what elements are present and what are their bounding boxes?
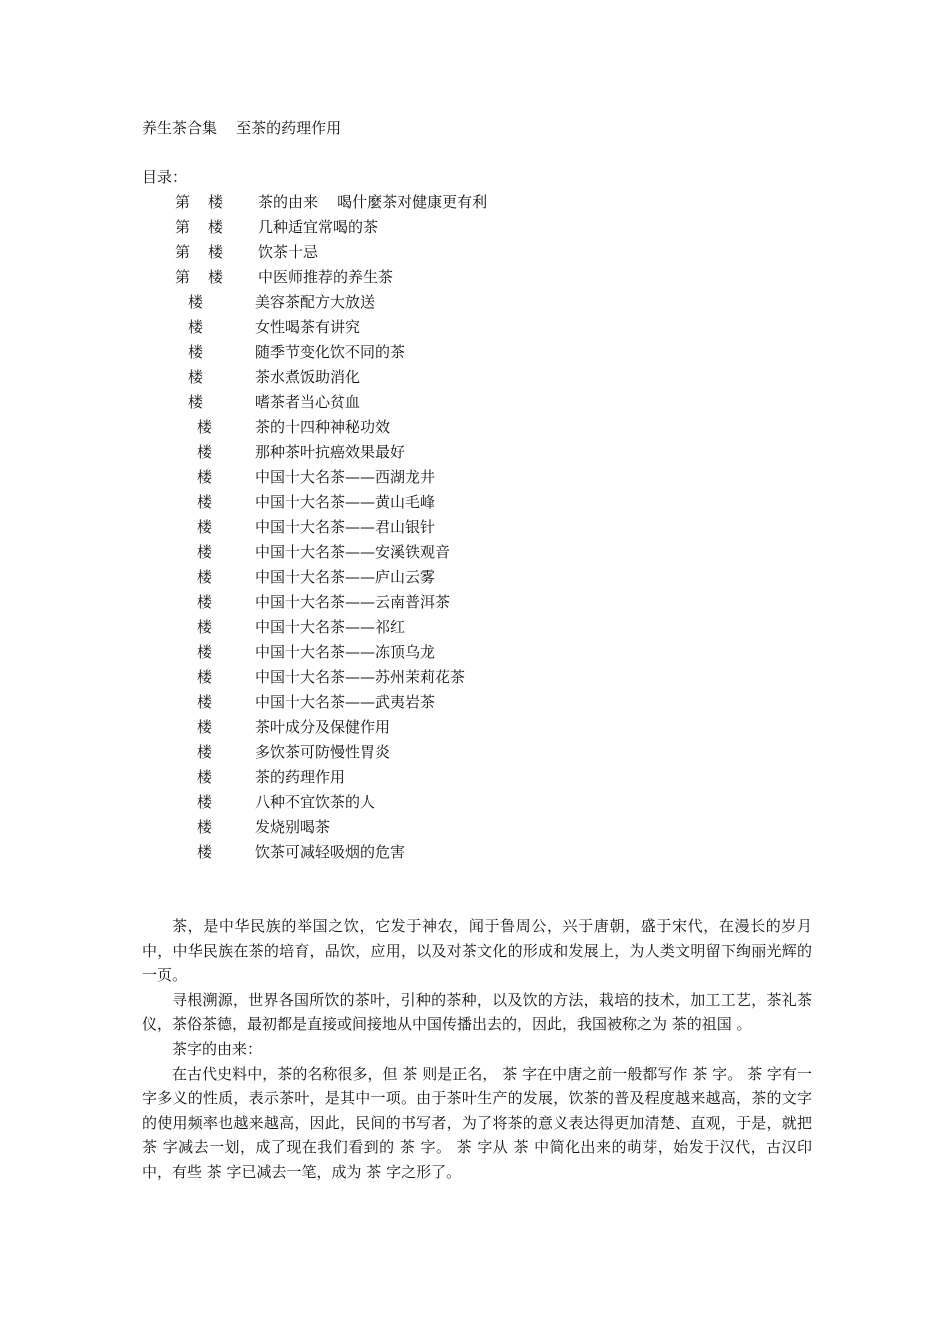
toc-item: [0, 367, 950, 392]
toc-item: [0, 217, 950, 242]
toc-item-title: 中国十大名茶——冻顶乌龙: [255, 643, 436, 661]
toc-item: [0, 642, 950, 667]
toc-item-title: 中国十大名茶——黄山毛峰: [255, 493, 436, 511]
toc-item-floor: 楼: [197, 818, 213, 836]
toc-item: [0, 492, 950, 517]
toc-item-floor: 楼: [208, 218, 224, 236]
toc-item-floor: 楼: [197, 418, 213, 436]
toc-item-floor: 楼: [208, 193, 224, 211]
toc-item-title: 中国十大名茶——庐山云雾: [255, 568, 436, 586]
body-paragraph: 寻根溯源，世界各国所饮的茶叶，引种的茶种，以及饮的方法，栽培的技术，加工工艺，茶礼茶仪，茶俗茶德，最初都是直接或间接地从中国传播出去的，因此，我国被称之为 茶的祖国 。: [142, 990, 812, 1034]
toc-item-floor: 楼: [188, 393, 204, 411]
toc-item: [0, 317, 950, 342]
toc-item-title: 随季节变化饮不同的茶: [255, 343, 406, 361]
toc-item: [0, 517, 950, 542]
toc-item: [0, 592, 950, 617]
toc-item-floor: 楼: [197, 743, 213, 761]
toc-item-floor: 楼: [197, 793, 213, 811]
toc-item-floor: 楼: [188, 368, 204, 386]
toc-item-floor: 楼: [197, 768, 213, 786]
toc-item-title: 中国十大名茶——云南普洱茶: [255, 593, 451, 611]
body-text: [142, 914, 812, 1185]
toc-item: [0, 667, 950, 692]
document-title: 养生茶合集 至茶的药理作用: [142, 119, 342, 137]
toc-item-title: 中国十大名茶——武夷岩茶: [255, 693, 436, 711]
toc-item: [0, 292, 950, 317]
toc-label: 目录：: [142, 168, 188, 186]
body-paragraph: 茶，是中华民族的举国之饮，它发于神农，闻于鲁周公，兴于唐朝，盛于宋代，在漫长的岁月中，中华民族在茶的培育，品饮，应用，以及对茶文化的形成和发展上，为人类文明留下绚丽光辉的一页。: [142, 917, 812, 985]
toc-item-floor: 楼: [197, 518, 213, 536]
toc-item: [0, 417, 950, 442]
toc-item-title: 茶叶成分及保健作用: [255, 718, 391, 736]
toc-item-title: 中国十大名茶——祁红: [255, 618, 406, 636]
toc-item-floor: 楼: [208, 243, 224, 261]
toc-item-floor: 楼: [197, 443, 213, 461]
toc-item-title: 茶的由来 喝什麼茶对健康更有利: [258, 193, 488, 211]
toc-item: [0, 692, 950, 717]
toc-item: [0, 392, 950, 417]
toc-item-floor: 楼: [197, 568, 213, 586]
toc-item: [0, 842, 950, 867]
toc-item-title: 那种茶叶抗癌效果最好: [255, 443, 406, 461]
toc-item-floor: 楼: [197, 718, 213, 736]
toc-item-title: 嗜茶者当心贫血: [255, 393, 361, 411]
toc-item-title: 饮茶可减轻吸烟的危害: [255, 843, 406, 861]
table-of-contents: [0, 192, 950, 867]
toc-item: [0, 467, 950, 492]
toc-item-floor: 楼: [197, 618, 213, 636]
toc-item-title: 几种适宜常喝的茶: [258, 218, 379, 236]
toc-item-floor: 楼: [188, 318, 204, 336]
toc-item: [0, 242, 950, 267]
toc-item-floor: 楼: [188, 343, 204, 361]
toc-item-floor: 楼: [188, 293, 204, 311]
toc-item: [0, 342, 950, 367]
toc-item-prefix: 第: [175, 243, 191, 261]
toc-item-floor: 楼: [197, 593, 213, 611]
body-paragraph: 茶字的由来：: [172, 1039, 263, 1058]
toc-item-floor: 楼: [197, 693, 213, 711]
toc-item: [0, 267, 950, 292]
toc-item-title: 多饮茶可防慢性胃炎: [255, 743, 391, 761]
toc-item-title: 八种不宜饮茶的人: [255, 793, 376, 811]
toc-item-prefix: 第: [175, 218, 191, 236]
toc-item: [0, 767, 950, 792]
toc-item: [0, 817, 950, 842]
toc-item: [0, 792, 950, 817]
toc-item-floor: 楼: [197, 543, 213, 561]
toc-item-prefix: 第: [175, 193, 191, 211]
toc-item-title: 茶的十四种神秘功效: [255, 418, 391, 436]
toc-item-floor: 楼: [197, 668, 213, 686]
toc-item: [0, 742, 950, 767]
toc-item: [0, 542, 950, 567]
toc-item-title: 茶的药理作用: [255, 768, 346, 786]
toc-item: [0, 442, 950, 467]
toc-item-floor: 楼: [197, 468, 213, 486]
toc-item-title: 茶水煮饭助消化: [255, 368, 361, 386]
toc-item-title: 中医师推荐的养生茶: [258, 268, 394, 286]
toc-item: [0, 192, 950, 217]
toc-item: [0, 717, 950, 742]
toc-item: [0, 617, 950, 642]
toc-item-floor: 楼: [197, 843, 213, 861]
toc-item-title: 中国十大名茶——苏州茉莉花茶: [255, 668, 466, 686]
toc-item-title: 发烧别喝茶: [255, 818, 331, 836]
body-paragraph: 在古代史料中，茶的名称很多，但 茶 则是正名， 茶 字在中唐之前一般都写作 茶 字。 茶 字有一字多义的性质，表示茶叶，是其中一项。由于茶叶生产的发展，饮茶的普及程度越来越高，茶的文字的使用频率也越来越高，因此，民间的书写者，为了将茶的意义表达得更加清楚、直观，于是，就把 茶 字减去一划，成了现在我们看到的 茶 字。 茶 字从 茶 中简化出来的萌芽，始发于汉代，古汉印中，有些 茶 字已减去一笔，成为 茶 字之形了。: [142, 1064, 812, 1181]
toc-item-title: 女性喝茶有讲究: [255, 318, 361, 336]
toc-item-title: 美容茶配方大放送: [255, 293, 376, 311]
toc-item-floor: 楼: [197, 493, 213, 511]
toc-item-title: 中国十大名茶——君山银针: [255, 518, 436, 536]
toc-item: [0, 567, 950, 592]
toc-item-prefix: 第: [175, 268, 191, 286]
toc-item-title: 中国十大名茶——西湖龙井: [255, 468, 436, 486]
toc-item-floor: 楼: [208, 268, 224, 286]
toc-item-title: 饮茶十忌: [258, 243, 319, 261]
toc-item-floor: 楼: [197, 643, 213, 661]
toc-item-title: 中国十大名茶——安溪铁观音: [255, 543, 451, 561]
